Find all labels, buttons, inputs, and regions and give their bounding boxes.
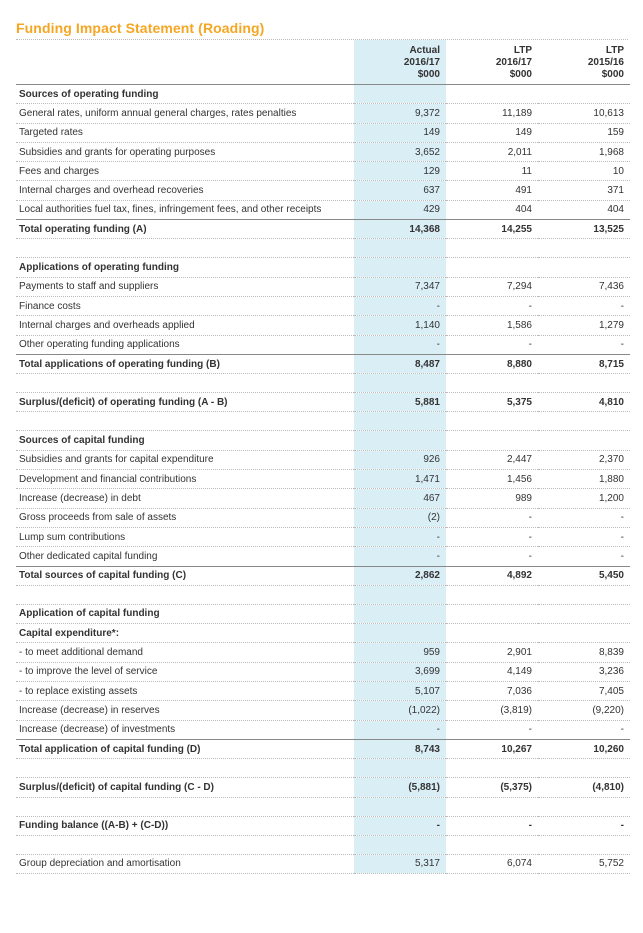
table-row [16,85,630,104]
cell-ltp-2016-17 [446,624,538,643]
table-row [16,431,630,450]
cell-actual-2016-17: - [354,816,446,835]
row-label: General rates, uniform annual general charges, rates penalties [16,104,354,123]
cell-ltp-2016-17: 2,011 [446,142,538,161]
cell-ltp-2016-17: 989 [446,489,538,508]
cell-ltp-2016-17: 404 [446,200,538,219]
table-row [16,508,630,527]
column-header-line: LTP [513,45,532,56]
row-label [16,374,354,393]
row-label [16,585,354,604]
cell-ltp-2015-16: 2,370 [538,450,630,469]
row-label: Surplus/(deficit) of operating funding (A - B) [16,393,354,412]
row-label: Surplus/(deficit) of capital funding (C - D) [16,778,354,797]
table-row [16,162,630,181]
header-row [16,40,630,85]
table-row [16,470,630,489]
cell-ltp-2016-17 [446,412,538,431]
row-label: - to meet additional demand [16,643,354,662]
cell-ltp-2016-17: (3,819) [446,701,538,720]
table-row [16,527,630,546]
cell-ltp-2015-16 [538,412,630,431]
row-label: Total sources of capital funding (C) [16,566,354,585]
cell-actual-2016-17: - [354,527,446,546]
table-row [16,277,630,296]
row-label: Gross proceeds from sale of assets [16,508,354,527]
table-row [16,450,630,469]
column-header-line: $000 [417,69,440,80]
page-title: Funding Impact Statement (Roading) [16,20,265,36]
row-label: Increase (decrease) of investments [16,720,354,739]
cell-ltp-2015-16: - [538,720,630,739]
table-row [16,335,630,354]
table-row [16,316,630,335]
row-label [16,797,354,816]
cell-ltp-2016-17: 491 [446,181,538,200]
label-header [16,40,354,85]
row-label [16,759,354,778]
cell-ltp-2015-16: 1,968 [538,142,630,161]
cell-actual-2016-17: 1,471 [354,470,446,489]
cell-ltp-2015-16: 13,525 [538,220,630,239]
cell-ltp-2016-17: 10,267 [446,739,538,758]
cell-ltp-2015-16: (9,220) [538,701,630,720]
cell-actual-2016-17: (2) [354,508,446,527]
cell-ltp-2015-16: (4,810) [538,778,630,797]
cell-ltp-2016-17: 7,294 [446,277,538,296]
table-row [16,354,630,373]
cell-actual-2016-17 [354,585,446,604]
cell-ltp-2015-16 [538,258,630,277]
cell-ltp-2016-17: 1,456 [446,470,538,489]
cell-actual-2016-17: 9,372 [354,104,446,123]
row-label: Total application of capital funding (D) [16,739,354,758]
cell-ltp-2016-17 [446,797,538,816]
cell-actual-2016-17: 959 [354,643,446,662]
table-body [16,85,630,874]
table-row [16,701,630,720]
table-row [16,662,630,681]
table-row [16,739,630,758]
row-label: - to replace existing assets [16,682,354,701]
row-label: Other dedicated capital funding [16,547,354,566]
cell-ltp-2015-16: 5,450 [538,566,630,585]
cell-ltp-2016-17 [446,258,538,277]
row-label: Application of capital funding [16,604,354,623]
column-header-ltp-2016 [446,40,538,85]
table-row [16,104,630,123]
row-label: Other operating funding applications [16,335,354,354]
cell-actual-2016-17: 467 [354,489,446,508]
cell-actual-2016-17: 2,862 [354,566,446,585]
row-label: Subsidies and grants for capital expenditure [16,450,354,469]
row-label: Payments to staff and suppliers [16,277,354,296]
row-label: Sources of operating funding [16,85,354,104]
cell-ltp-2016-17 [446,431,538,450]
cell-actual-2016-17 [354,374,446,393]
cell-ltp-2015-16 [538,797,630,816]
column-header-ltp-2015 [538,40,630,85]
table-row [16,816,630,835]
column-header-line: 2016/17 [403,57,440,68]
column-header-actual [354,40,446,85]
cell-actual-2016-17: 8,743 [354,739,446,758]
cell-ltp-2016-17: 7,036 [446,682,538,701]
cell-ltp-2016-17: 149 [446,123,538,142]
row-label [16,835,354,854]
cell-ltp-2015-16 [538,604,630,623]
cell-actual-2016-17 [354,239,446,258]
table-row [16,258,630,277]
row-label: Targeted rates [16,123,354,142]
cell-ltp-2015-16: 371 [538,181,630,200]
column-header-line: LTP [605,45,624,56]
cell-ltp-2015-16: 5,752 [538,854,630,873]
funding-impact-table [16,40,630,874]
cell-ltp-2015-16 [538,85,630,104]
cell-ltp-2016-17: - [446,508,538,527]
row-label: Fees and charges [16,162,354,181]
table-row [16,759,630,778]
cell-actual-2016-17: - [354,547,446,566]
cell-ltp-2016-17: 11 [446,162,538,181]
cell-ltp-2016-17: (5,375) [446,778,538,797]
cell-ltp-2016-17 [446,374,538,393]
cell-ltp-2015-16: 8,715 [538,354,630,373]
row-label: Local authorities fuel tax, fines, infringement fees, and other receipts [16,200,354,219]
cell-ltp-2016-17: 6,074 [446,854,538,873]
cell-ltp-2016-17: - [446,296,538,315]
cell-ltp-2015-16 [538,431,630,450]
table-row [16,412,630,431]
column-header-line: $000 [509,69,532,80]
cell-ltp-2016-17: 8,880 [446,354,538,373]
cell-actual-2016-17: 129 [354,162,446,181]
row-label: Total applications of operating funding (B) [16,354,354,373]
table-row [16,643,630,662]
cell-actual-2016-17 [354,624,446,643]
table-row [16,181,630,200]
table-row [16,682,630,701]
table-row [16,200,630,219]
cell-actual-2016-17: - [354,335,446,354]
cell-actual-2016-17: 3,699 [354,662,446,681]
cell-ltp-2016-17: - [446,547,538,566]
cell-actual-2016-17: (1,022) [354,701,446,720]
cell-actual-2016-17 [354,835,446,854]
cell-ltp-2015-16: - [538,296,630,315]
row-label [16,412,354,431]
table-row [16,239,630,258]
row-label: Applications of operating funding [16,258,354,277]
cell-ltp-2015-16: 8,839 [538,643,630,662]
table-row [16,123,630,142]
table-row [16,566,630,585]
table-row [16,296,630,315]
cell-ltp-2015-16: 3,236 [538,662,630,681]
cell-ltp-2015-16: - [538,527,630,546]
cell-actual-2016-17: 429 [354,200,446,219]
cell-ltp-2016-17: 5,375 [446,393,538,412]
cell-ltp-2016-17: 1,586 [446,316,538,335]
cell-ltp-2015-16: - [538,816,630,835]
cell-actual-2016-17: 637 [354,181,446,200]
cell-ltp-2015-16: 7,405 [538,682,630,701]
table-row [16,393,630,412]
column-header-line: $000 [601,69,624,80]
column-header-line: 2015/16 [587,57,624,68]
cell-ltp-2015-16: 1,200 [538,489,630,508]
cell-ltp-2016-17 [446,759,538,778]
cell-actual-2016-17 [354,258,446,277]
table-row [16,142,630,161]
cell-ltp-2016-17: 2,447 [446,450,538,469]
cell-actual-2016-17 [354,797,446,816]
column-header-line: 2016/17 [495,57,532,68]
cell-actual-2016-17: 1,140 [354,316,446,335]
table-row [16,604,630,623]
row-label: Development and financial contributions [16,470,354,489]
row-label: Finance costs [16,296,354,315]
cell-actual-2016-17: 8,487 [354,354,446,373]
row-label: Capital expenditure*: [16,624,354,643]
row-label: Lump sum contributions [16,527,354,546]
table-row [16,585,630,604]
cell-actual-2016-17: 7,347 [354,277,446,296]
cell-ltp-2016-17: 4,149 [446,662,538,681]
cell-actual-2016-17: 5,881 [354,393,446,412]
cell-ltp-2015-16: 10 [538,162,630,181]
cell-actual-2016-17 [354,604,446,623]
cell-ltp-2015-16: - [538,547,630,566]
table-row [16,624,630,643]
cell-ltp-2015-16: 404 [538,200,630,219]
cell-ltp-2015-16: 10,613 [538,104,630,123]
table-row [16,797,630,816]
table-row [16,220,630,239]
cell-ltp-2015-16: 7,436 [538,277,630,296]
cell-ltp-2015-16: - [538,335,630,354]
cell-ltp-2016-17 [446,585,538,604]
cell-ltp-2015-16: 159 [538,123,630,142]
cell-ltp-2016-17 [446,604,538,623]
cell-ltp-2015-16: 1,880 [538,470,630,489]
row-label: Funding balance ((A-B) + (C-D)) [16,816,354,835]
cell-actual-2016-17: 149 [354,123,446,142]
row-label: - to improve the level of service [16,662,354,681]
cell-ltp-2016-17: 11,189 [446,104,538,123]
cell-ltp-2016-17 [446,239,538,258]
table-row [16,374,630,393]
cell-actual-2016-17 [354,759,446,778]
row-label: Internal charges and overhead recoveries [16,181,354,200]
table-row [16,835,630,854]
cell-actual-2016-17: - [354,720,446,739]
row-label: Increase (decrease) in debt [16,489,354,508]
cell-ltp-2015-16 [538,585,630,604]
cell-ltp-2015-16 [538,624,630,643]
cell-ltp-2016-17 [446,85,538,104]
column-header-line: Actual [409,45,440,56]
cell-ltp-2016-17: 4,892 [446,566,538,585]
cell-ltp-2016-17: 2,901 [446,643,538,662]
cell-actual-2016-17 [354,85,446,104]
table-row [16,547,630,566]
cell-ltp-2015-16 [538,759,630,778]
cell-ltp-2016-17: - [446,816,538,835]
cell-ltp-2015-16: - [538,508,630,527]
cell-actual-2016-17 [354,431,446,450]
cell-ltp-2015-16 [538,239,630,258]
row-label: Increase (decrease) in reserves [16,701,354,720]
cell-ltp-2016-17: - [446,335,538,354]
cell-ltp-2015-16 [538,374,630,393]
cell-ltp-2016-17: - [446,527,538,546]
table-row [16,778,630,797]
row-label: Total operating funding (A) [16,220,354,239]
row-label [16,239,354,258]
cell-ltp-2016-17: - [446,720,538,739]
row-label: Internal charges and overheads applied [16,316,354,335]
cell-actual-2016-17: 926 [354,450,446,469]
table-row [16,489,630,508]
cell-ltp-2015-16: 4,810 [538,393,630,412]
row-label: Group depreciation and amortisation [16,854,354,873]
cell-ltp-2015-16: 10,260 [538,739,630,758]
cell-ltp-2015-16 [538,835,630,854]
cell-actual-2016-17: 3,652 [354,142,446,161]
cell-ltp-2016-17 [446,835,538,854]
table-row [16,854,630,873]
cell-actual-2016-17: 14,368 [354,220,446,239]
table-row [16,720,630,739]
cell-ltp-2015-16: 1,279 [538,316,630,335]
cell-ltp-2016-17: 14,255 [446,220,538,239]
cell-actual-2016-17: 5,317 [354,854,446,873]
cell-actual-2016-17: (5,881) [354,778,446,797]
row-label: Sources of capital funding [16,431,354,450]
cell-actual-2016-17: - [354,296,446,315]
row-label: Subsidies and grants for operating purposes [16,142,354,161]
cell-actual-2016-17 [354,412,446,431]
cell-actual-2016-17: 5,107 [354,682,446,701]
